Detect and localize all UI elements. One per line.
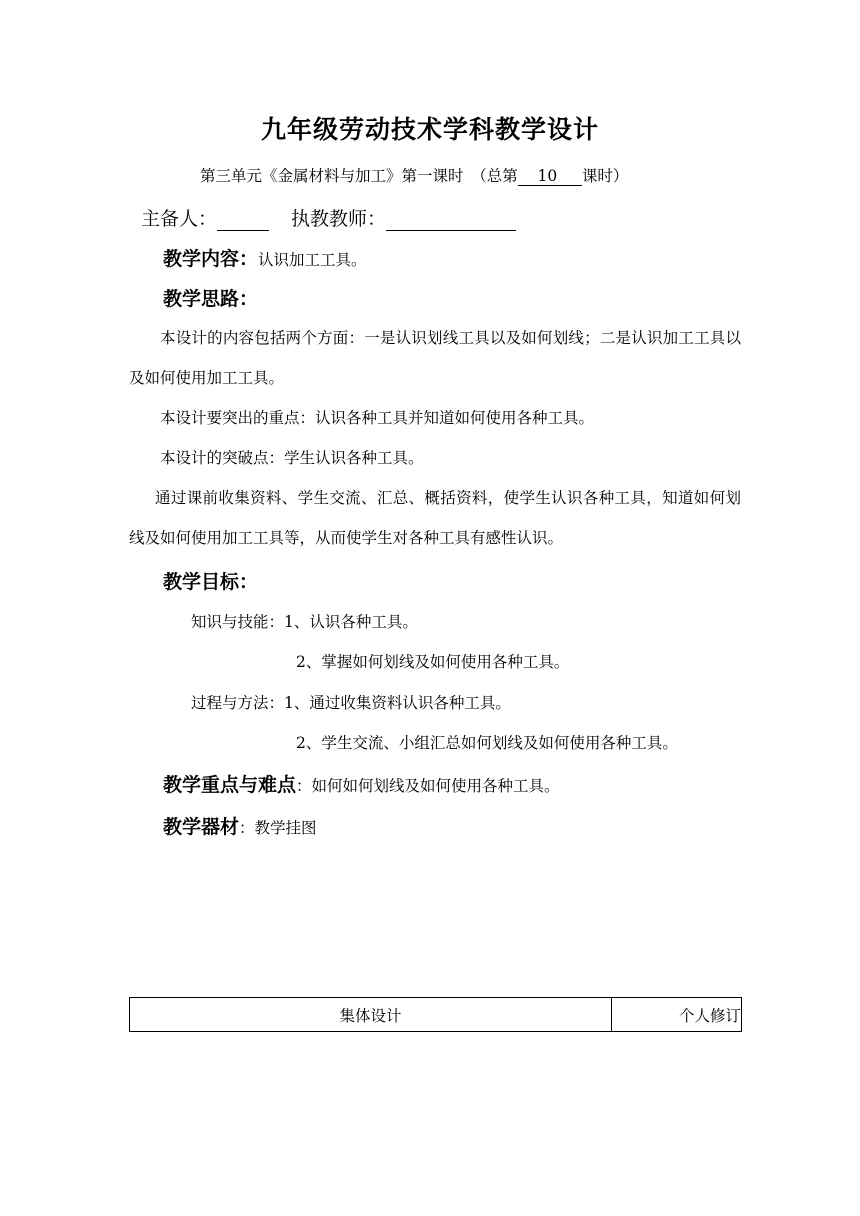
teacher-blank [386, 210, 516, 231]
teaching-content [163, 244, 367, 271]
teaching-approach-heading: 教学思路： [163, 288, 259, 310]
teaching-content-heading: 教学内容： [163, 248, 259, 270]
teaching-materials-heading: 教学器材 [163, 816, 240, 838]
collective-design-header: 集体设计 [130, 998, 612, 1032]
subtitle-unit-lesson: 第三单元《金属材料与加工》第一课时 （总第 [200, 167, 518, 185]
document-title: 九年级劳动技术学科教学设计 [260, 115, 599, 144]
preparer-blank [217, 210, 269, 231]
knowledge-label: 知识与技能： [191, 613, 285, 631]
teaching-materials [163, 812, 317, 839]
teaching-content-text: 认识加工工具。 [258, 251, 367, 269]
design-table [129, 997, 742, 1032]
personal-revision-header: 个人修订 [612, 998, 742, 1032]
approach-paragraph-1: 本设计的内容包括两个方面：一是认识划线工具以及如何划线；二是认识加工工具以及如何使用加工工具。 [129, 329, 741, 387]
approach-paragraph-4: 通过课前收集资料、学生交流、汇总、概括资料，使学生认识各种工具，知道如何划线及如何使用加工工具等，从而使学生对各种工具有感性认识。 [129, 489, 741, 547]
objective-process-1: 过程与方法：1、通过收集资料认识各种工具。 [191, 694, 511, 712]
key-points [163, 770, 560, 797]
approach-paragraph-2: 本设计要突出的重点：认识各种工具并知道如何使用各种工具。 [160, 409, 595, 427]
approach-paragraph-3: 本设计的突破点：学生认识各种工具。 [160, 449, 424, 467]
process-label: 过程与方法： [191, 694, 285, 712]
total-lesson-number: 10 [518, 167, 582, 186]
key-points-heading: 教学重点与难点 [163, 774, 297, 796]
table-header-row [130, 998, 742, 1032]
teaching-objectives-heading: 教学目标： [163, 571, 259, 593]
objective-knowledge-1: 知识与技能：1、认识各种工具。 [191, 613, 418, 631]
preparer-line [141, 204, 516, 231]
preparer-label: 主备人： [141, 208, 218, 230]
objective-knowledge-2: 2、掌握如何划线及如何使用各种工具。 [296, 653, 570, 671]
objective-process-2: 2、学生交流、小组汇总如何划线及如何使用各种工具。 [296, 734, 678, 752]
document-subtitle [200, 164, 628, 186]
subtitle-suffix: 课时） [581, 167, 629, 185]
teaching-materials-text: ：教学挂图 [239, 819, 317, 837]
teacher-label: 执教教师： [291, 208, 387, 230]
key-points-text: ：如何如何划线及如何使用各种工具。 [296, 777, 560, 795]
